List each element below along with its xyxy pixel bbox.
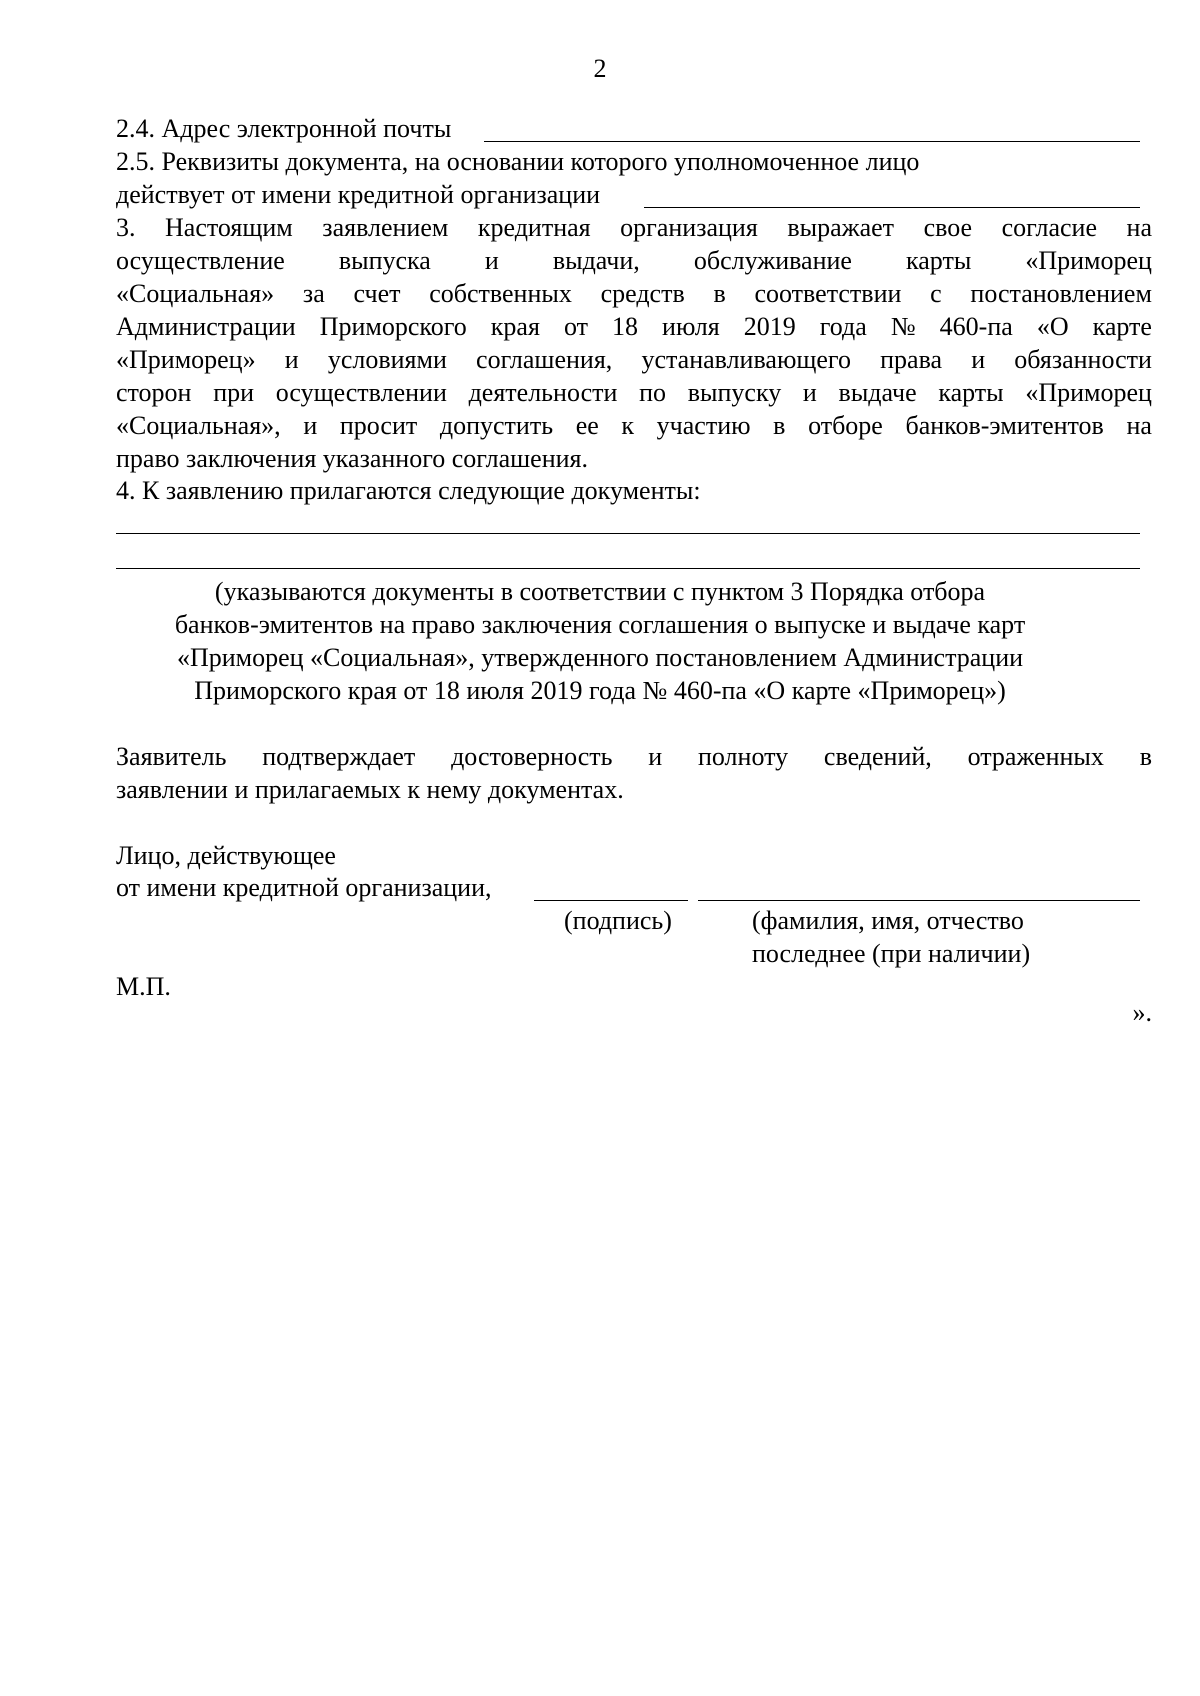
item-3-line-word: ее <box>575 411 599 440</box>
item-3-line-word: от <box>563 312 588 341</box>
confirmation-line-1-word: полноту <box>697 742 789 771</box>
item-3-line-word: при <box>213 378 255 407</box>
item-3-line-word: и <box>971 345 986 374</box>
signature-field-line <box>534 900 688 901</box>
item-3-line-word: условиями <box>327 345 447 374</box>
item-3-line-word: банков-эмитентов <box>905 411 1104 440</box>
item-3-line-word: «Приморец» <box>116 345 256 374</box>
item-3-line-word: заявлением <box>322 213 449 242</box>
documents-field-line-1 <box>116 533 1140 534</box>
name-caption-line-2: последнее (при наличии) <box>752 939 1031 968</box>
item-3-line-word: за <box>302 279 325 308</box>
item-3-line-word: «О <box>1036 312 1069 341</box>
item-3-line-word: № <box>890 312 916 341</box>
item-3-line-word: 2019 <box>743 312 796 341</box>
item-3-line-word: на <box>1126 213 1152 242</box>
item-3-line-word: участию <box>656 411 751 440</box>
item-3-line-word: 18 <box>612 312 639 341</box>
item-3-line-word: выпуска <box>338 246 431 275</box>
item-3-line-word: выдачи, <box>552 246 640 275</box>
item-2-5-line1: 2.5. Реквизиты документа, на основании которого уполномоченное лицо <box>116 147 920 176</box>
confirmation-line-2: заявлении и прилагаемых к нему документах. <box>116 775 624 804</box>
item-3-line-word: счет <box>353 279 401 308</box>
item-3-line <box>116 409 1152 442</box>
item-3-line-word: обслуживание <box>693 246 852 275</box>
item-3-line <box>116 310 1152 343</box>
item-3-line-word: соответствии <box>754 279 902 308</box>
confirmation-line-1-word: достоверность <box>451 742 613 771</box>
item-3-line-word: 460-па <box>939 312 1013 341</box>
item-3-line-word: допустить <box>439 411 554 440</box>
item-3-line-word: соглашения, <box>476 345 613 374</box>
item-3-line-word: «Приморец <box>1025 246 1152 275</box>
item-3-line-word: и <box>303 411 318 440</box>
item-3-line-word: просит <box>339 411 418 440</box>
item-3-line-word: на <box>1126 411 1152 440</box>
name-field-line <box>698 900 1140 901</box>
item-3-line-word: права <box>880 345 943 374</box>
stamp-label: М.П. <box>116 972 171 1001</box>
confirmation-line-1-word: сведений, <box>823 742 932 771</box>
confirmation-line-1-word: подтверждает <box>262 742 416 771</box>
item-3-line-word: края <box>490 312 540 341</box>
item-3-line-word: выражает <box>787 213 895 242</box>
confirmation-line-1-word: и <box>648 742 663 771</box>
item-3-line-word: 3. <box>116 213 136 242</box>
item-3-line-word: осуществление <box>116 246 285 275</box>
item-3-line <box>116 277 1152 310</box>
item-3-last-line: право заключения указанного соглашения. <box>116 444 588 473</box>
confirmation-line-1-word: Заявитель <box>116 742 227 771</box>
item-3-line-word: сторон <box>116 378 192 407</box>
signer-line-1: Лицо, действующее <box>116 841 336 870</box>
item-3-line-word: отборе <box>808 411 883 440</box>
item-3-line-word: постановлением <box>970 279 1152 308</box>
item-3-line-word: согласие <box>1001 213 1097 242</box>
item-3-line-word: года <box>819 312 867 341</box>
documents-field-line-2 <box>116 568 1140 569</box>
confirmation-line-1-word: отраженных <box>967 742 1104 771</box>
item-3-line-word: с <box>930 279 942 308</box>
documents-note-line-3: «Приморец «Социальная», утвержденного постановлением Администрации <box>176 643 1024 672</box>
item-2-4-label: 2.4. Адрес электронной почты <box>116 114 452 143</box>
confirmation-line-1-word: в <box>1139 742 1152 771</box>
item-3-line-word: собственных <box>429 279 572 308</box>
confirmation-line-1 <box>116 740 1152 773</box>
item-3-line-word: Приморского <box>319 312 467 341</box>
item-3-line-word: «Социальная» <box>116 279 275 308</box>
item-3-line <box>116 244 1152 277</box>
item-3-line-word: «Социальная», <box>116 411 281 440</box>
item-2-5-line2: действует от имени кредитной организации <box>116 180 601 209</box>
item-3-line-word: к <box>621 411 635 440</box>
item-3-line <box>116 376 1152 409</box>
item-3-line <box>116 211 1152 244</box>
item-3-line-word: выпуску <box>687 378 782 407</box>
item-3-line-word: Администрации <box>116 312 296 341</box>
documents-note-line-4: Приморского края от 18 июля 2019 года № 460-па «О карте «Приморец») <box>194 676 1006 705</box>
name-caption-line-1: (фамилия, имя, отчество <box>752 906 1024 935</box>
item-3-line-word: средств <box>600 279 685 308</box>
item-3-line-word: организация <box>620 213 758 242</box>
item-3-line-word: осуществлении <box>275 378 447 407</box>
item-4-label: 4. К заявлению прилагаются следующие документы: <box>116 476 701 505</box>
signer-line-2: от имени кредитной организации, <box>116 873 492 902</box>
closing-quote: ». <box>1132 998 1152 1027</box>
page-number: 2 <box>593 54 607 83</box>
item-3-line-word: и <box>802 378 817 407</box>
item-3-line-word: и <box>284 345 299 374</box>
item-3-line-word: в <box>773 411 786 440</box>
item-3-line-word: в <box>713 279 726 308</box>
item-3-line-word: карте <box>1092 312 1152 341</box>
document-details-field-line <box>644 207 1140 208</box>
signature-caption: (подпись) <box>564 906 672 935</box>
item-3-line-word: по <box>639 378 667 407</box>
item-3-line-word: «Приморец <box>1025 378 1152 407</box>
item-3-line-word: карты <box>938 378 1004 407</box>
item-3-line-word: и <box>484 246 499 275</box>
item-3-line-word: обязанности <box>1014 345 1152 374</box>
item-3-line-word: Настоящим <box>165 213 293 242</box>
documents-note-line-1: (указываются документы в соответствии с пунктом 3 Порядка отбора <box>214 577 986 606</box>
item-3-line-word: свое <box>923 213 973 242</box>
item-3-line-word: июля <box>662 312 720 341</box>
email-field-line <box>484 141 1140 142</box>
item-3-line-word: выдаче <box>838 378 917 407</box>
item-3-line-word: кредитная <box>477 213 591 242</box>
item-3-line-word: карты <box>906 246 972 275</box>
item-3-line <box>116 343 1152 376</box>
documents-note-line-2: банков-эмитентов на право заключения соглашения о выпуске и выдаче карт <box>174 610 1026 639</box>
item-3-line-word: деятельности <box>468 378 618 407</box>
item-3-line-word: устанавливающего <box>641 345 851 374</box>
